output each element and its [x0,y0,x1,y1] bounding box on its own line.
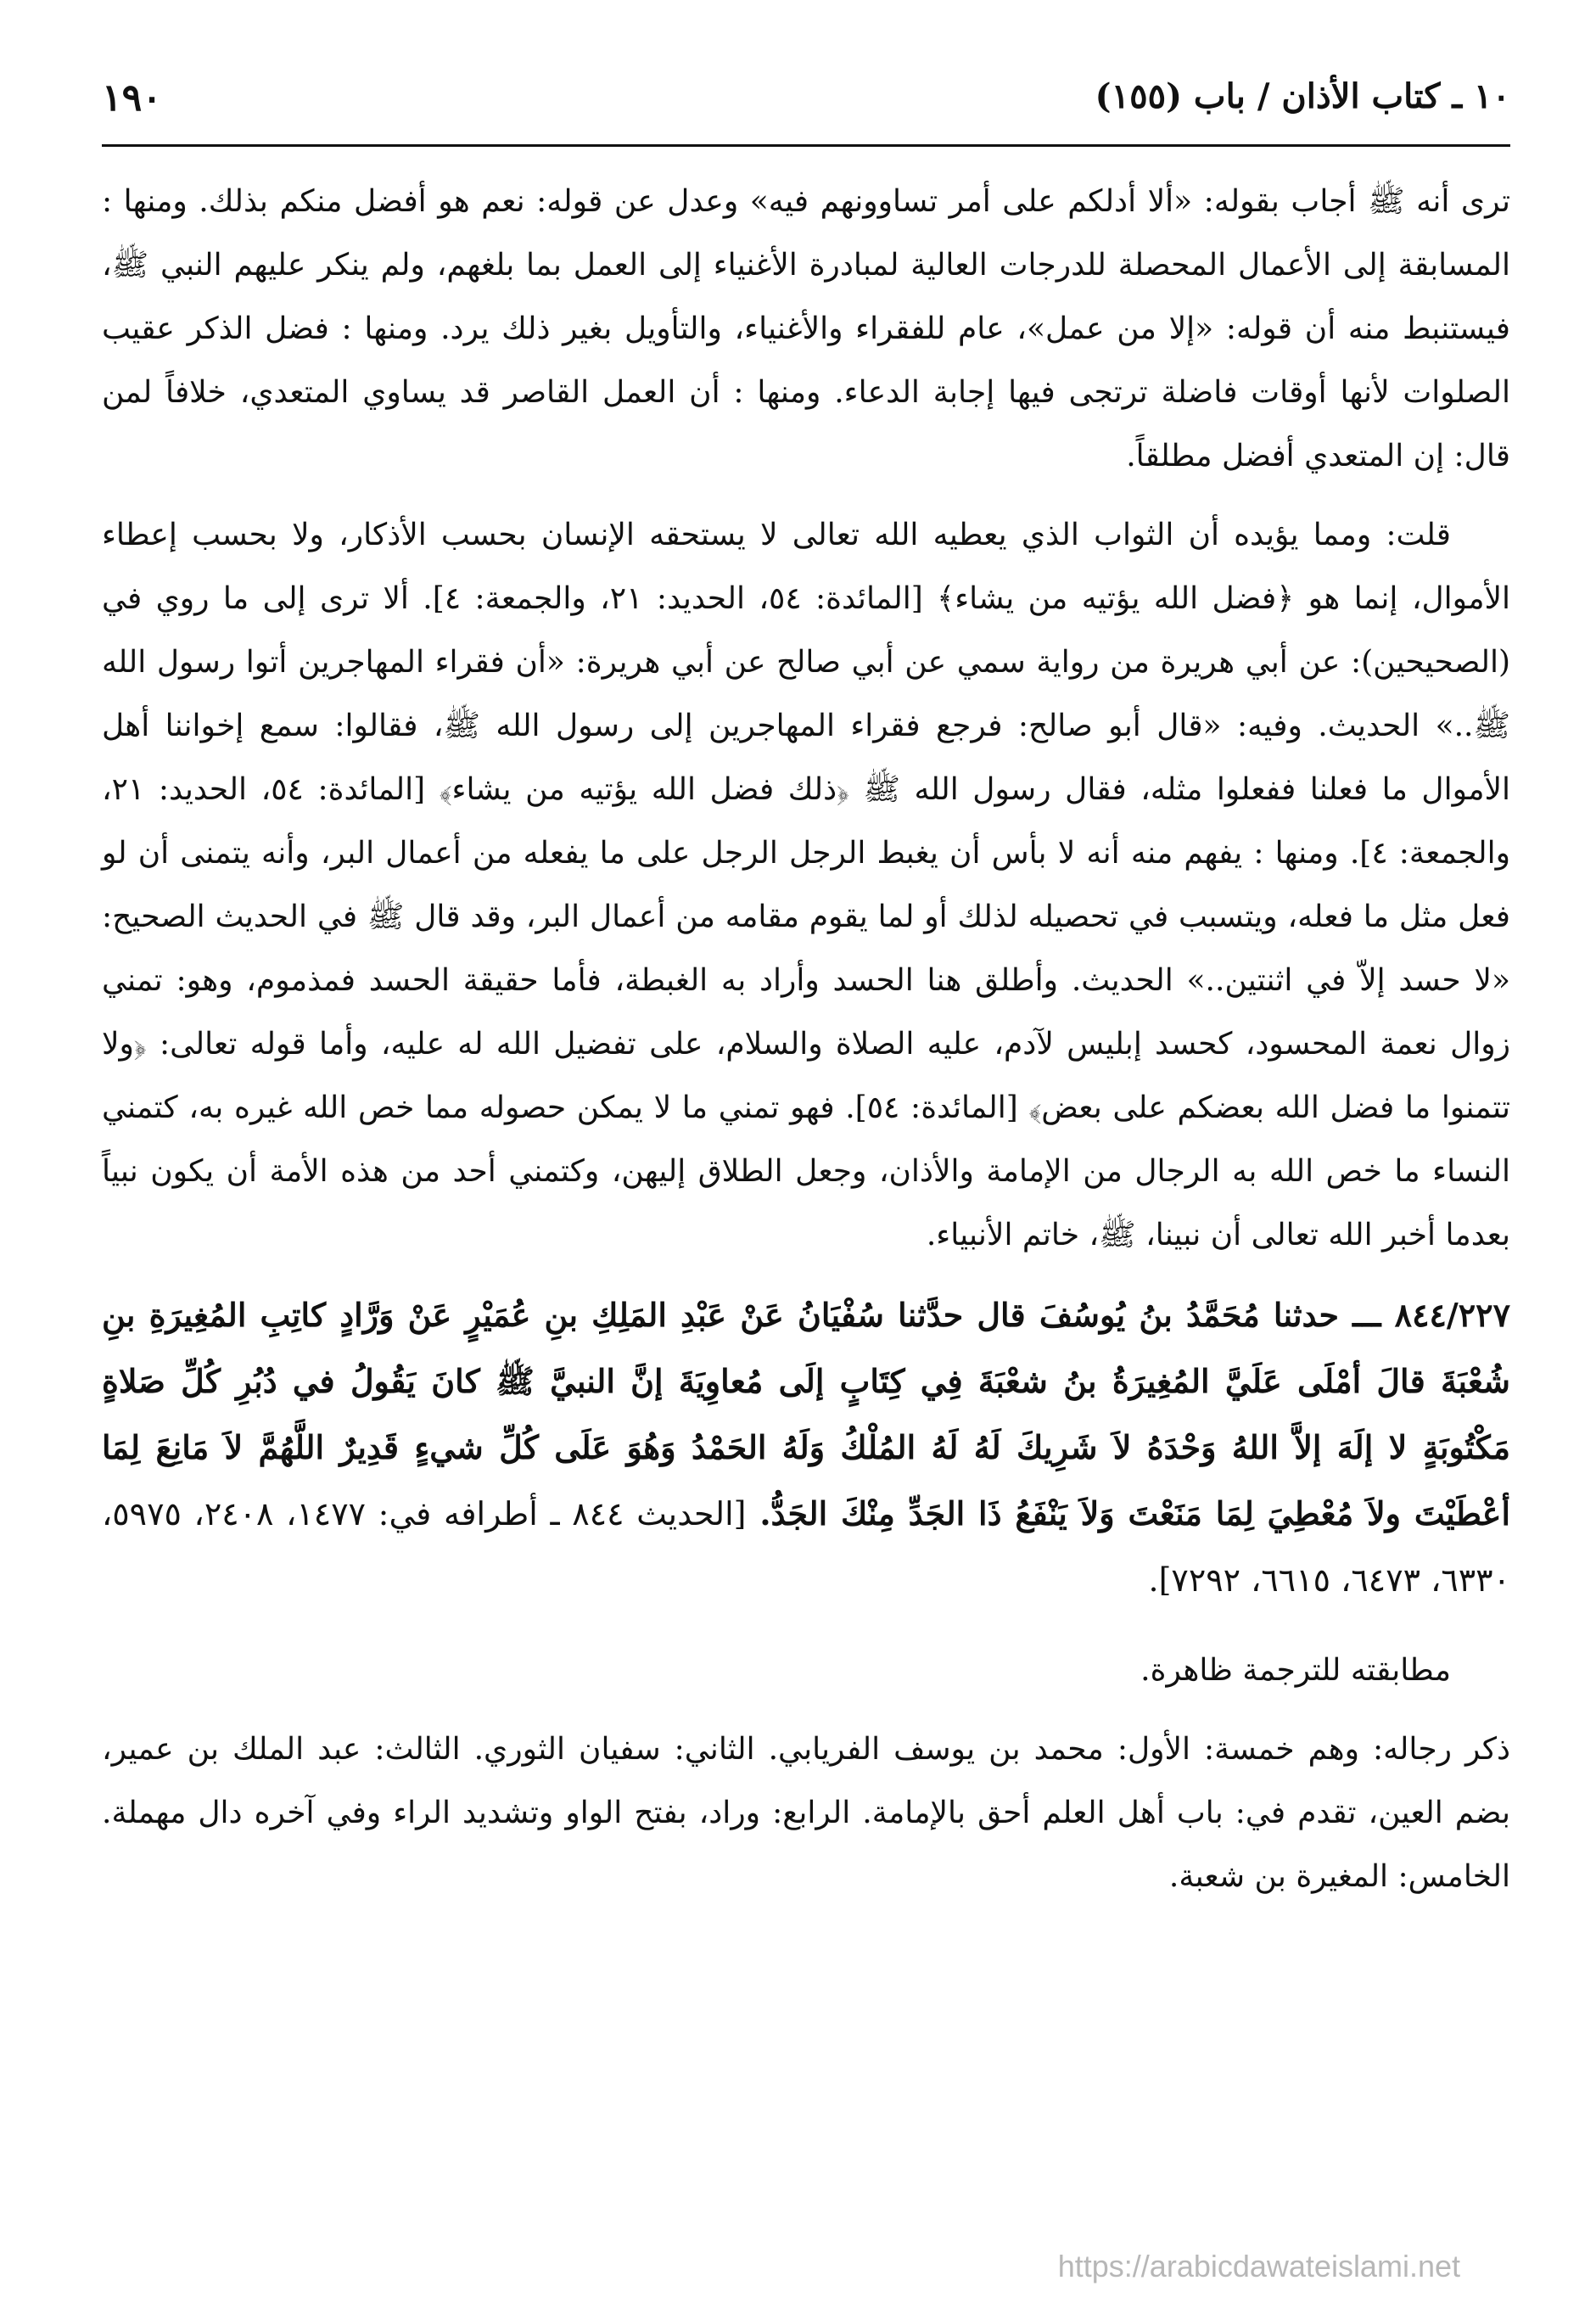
narrators-paragraph: ذكر رجاله: وهم خمسة: الأول: محمد بن يوسف الفريابي. الثاني: سفيان الثوري. الثالث: عبد الملك بن عمير، بضم العين، تقدم في: باب أهل العلم أحق بالإمامة. الرابع: وراد، بفتح الواو وتشديد الراء وفي آخره دال مهملة. الخامس: المغيرة بن شعبة. [102,1732,1510,1894]
watermark-url: https://arabicdawateislami.net [1057,2249,1460,2283]
page-header [102,51,1510,127]
commentary-paragraph-1: ترى أنه ﷺ أجاب بقوله: «ألا أدلكم على أمر تساوونهم فيه» وعدل عن قوله: نعم هو أفضل منكم بذلك. ومنها : المسابقة إلى الأعمال المحصلة للدرجات العالية لمبادرة الأغنياء إلى العمل بما بلغهم، ولم ينكر عليهم النبي ﷺ، فيستنبط منه أن قوله: «إلا من عمل»، عام للفقراء والأغنياء، والتأويل بغير ذلك يرد. ومنها : فضل الذكر عقيب الصلوات لأنها أوقات فاضلة ترتجى فيها إجابة الدعاء. ومنها : أن العمل القاصر قد يساوي المتعدي، خلافاً لمن قال: إن المتعدي أفضل مطلقاً. [102,184,1510,473]
hadith-text: ٨٤٤/٢٢٧ ـــ حدثنا مُحَمَّدُ بنُ يُوسُفَ قال حدَّثنا سُفْيَانُ عَنْ عَبْدِ المَلِكِ بنِ عُمَيْرٍ عَنْ وَرَّادٍ كاتِبِ المُغِيرَةِ بنِ شُعْبَةَ قالَ أمْلَى عَلَيَّ المُغِيرَةُ بنُ شعْبَةَ فِي كِتَابٍ إلَى مُعاوِيَةَ إنَّ النبيَّ ﷺ كانَ يَقُولُ في دُبُرِ كُلِّ صَلاةٍ مَكْتُوبَةٍ لا إلَهَ إلاَّ اللهُ وَحْدَهُ لاَ شَرِيكَ لَهُ لَهُ المُلْكُ وَلَهُ الحَمْدُ وَهُوَ عَلَى كُلِّ شيءٍ قَدِيرٌ اللَّهُمَّ لاَ مَانِعَ لِمَا أعْطَيْتَ ولاَ مُعْطِيَ لِمَا مَنَعْتَ وَلاَ يَنْفَعُ ذَا الجَدِّ مِنْكَ الجَدُّ. [102,1296,1510,1533]
commentary-paragraph-2: قلت: ومما يؤيده أن الثواب الذي يعطيه الله تعالى لا يستحقه الإنسان بحسب الأذكار، ولا بحسب إعطاء الأموال، إنما هو ﴿فضل الله يؤتيه من يشاء﴾ [المائدة: ٥٤، الحديد: ٢١، والجمعة: ٤]. ألا ترى إلى ما روي في (الصحيحين): عن أبي هريرة من رواية سمي عن أبي صالح عن أبي هريرة: «أن فقراء المهاجرين أتوا رسول الله ﷺ..» الحديث. وفيه: «قال أبو صالح: فرجع فقراء المهاجرين إلى رسول الله ﷺ، فقالوا: سمع إخواننا أهل الأموال ما فعلنا ففعلوا مثله، فقال رسول الله ﷺ ﴿ذلك فضل الله يؤتيه من يشاء﴾ [المائدة: ٥٤، الحديد: ٢١، والجمعة: ٤]. ومنها : يفهم منه أنه لا بأس أن يغبط الرجل الرجل على ما يفعله من أعمال البر، وأنه يتمنى أن لو فعل مثل ما فعله، ويتسبب في تحصيله لذلك أو لما يقوم مقامه من أعمال البر، وقد قال ﷺ في الحديث الصحيح: «لا حسد إلاّ في اثنتين..» الحديث. وأطلق هنا الحسد وأراد به الغبطة، فأما حقيقة الحسد فمذموم، وهو: تمني زوال نعمة المحسود، كحسد إبليس لآدم، عليه الصلاة والسلام، على تفضيل الله له عليه، وأما قوله تعالى: ﴿ولا تتمنوا ما فضل الله بعضكم على بعض﴾ [المائدة: ٥٤]. فهو تمني ما لا يمكن حصوله مما خص الله غيره به، كتمني النساء ما خص الله به الرجال من الإمامة والأذان، وجعل الطلاق إليهن، وكتمني أحد من هذه الأمة أن يكون نبياً بعدما أخبر الله تعالى أن نبينا، ﷺ، خاتم الأنبياء. [102,518,1511,1252]
running-title: ١٠ ـ كتاب الأذان / باب (١٥٥) [1095,76,1510,116]
book-page [102,51,1510,2274]
page-body [102,170,1510,1924]
header-rule [102,144,1510,147]
page-number: ١٩٠ [102,76,162,120]
hadith-references: [الحديث ٨٤٤ ـ أطرافه في: ١٤٧٧، ٢٤٠٨، ٥٩٧٥، ٦٣٣٠، ٦٤٧٣، ٦٦١٥، ٧٢٩٢]. [102,1495,1510,1599]
hadith-block [102,1282,1510,1613]
match-note: مطابقته للترجمة ظاهرة. [1140,1653,1451,1688]
